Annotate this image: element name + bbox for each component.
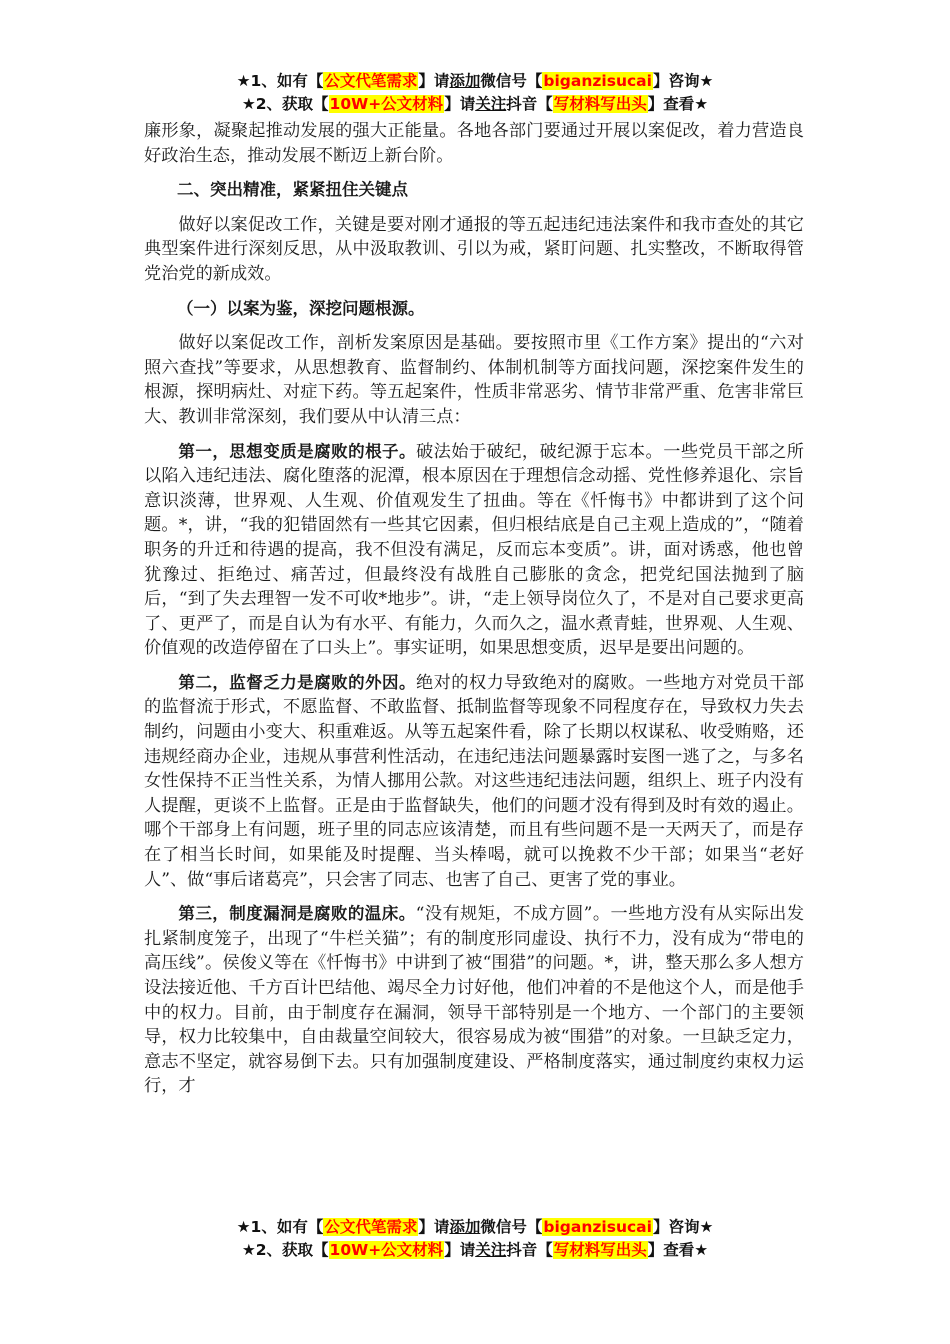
promo-text: 微信号【: [480, 72, 543, 90]
promo-text: 】请: [444, 1241, 476, 1259]
promo-text: ★1、如有【: [236, 72, 324, 90]
promo-text: ★1、如有【: [236, 1218, 324, 1236]
promo-emphasis: 关注: [475, 95, 507, 113]
promo-emphasis: 添加: [449, 1218, 481, 1236]
paragraph: [144, 902, 805, 1097]
promo-line-2: [0, 93, 950, 116]
promo-text: 】咨询★: [652, 72, 714, 90]
promo-banner-bottom: [0, 1216, 950, 1262]
promo-text: 抖音【: [506, 95, 553, 113]
point-text: 绝对的权力导致绝对的腐败。一些地方对党员干部的监督流于形式，不愿监督、不敢监督、抵制监督等现象不同程度存在，导致权力失去制约，问题由小变大、积重难返。从等五起案件看，除了长期以权谋私、收受贿赂，还违规经商办企业，违规从事营利性活动，在违纪违法问题暴露时妄图一逃了之，与多名女性保持不正当性关系，为情人挪用公款。对这些违纪违法问题，组织上、班子内没有人提醒，更谈不上监督。正是由于监督缺失，他们的问题才没有得到及时有效的遏止。哪个干部身上有问题，班子里的同志应该清楚，而且有些问题不是一天两天了，而是存在了相当长时间，如果能及时提醒、当头棒喝，就可以挽救不少干部；如果当“老好人”、做“事后诸葛亮”，只会害了同志、也害了自己、更害了党的事业。: [144, 672, 804, 890]
promo-highlight: 10W+公文材料: [329, 95, 444, 113]
promo-text: 】请: [418, 1218, 450, 1236]
paragraph: [144, 440, 804, 661]
promo-text: 】查看★: [647, 95, 709, 113]
point-lead: 第三，制度漏洞是腐败的温床。: [178, 904, 416, 924]
subsection-heading: （一）以案为鉴，深挖问题根源。: [177, 298, 425, 318]
promo-highlight: biganzisucai: [543, 1218, 652, 1236]
paragraph: [144, 671, 804, 892]
promo-highlight: 写材料写出头: [553, 1241, 647, 1259]
promo-text: 抖音【: [506, 1241, 553, 1259]
point-text: 破法始于破纪，破纪源于忘本。一些党员干部之所以陷入违纪违法、腐化堕落的泥潭，根本原因在于理想信念动摇、党性修养退化、宗旨意识淡薄，世界观、人生观、价值观发生了扭曲。等在《忏悔书》中都讲到了这个问题。*，讲，“我的犯错固然有一些其它因素，但归根结底是自己主观上造成的”，“随着职务的升迁和待遇的提高，我不但没有满足，反而忘本变质”。讲，面对诱惑，他也曾犹豫过、拒绝过、痛苦过，但最终没有战胜自己膨胀的贪念，把党纪国法抛到了脑后，“到了失去理智一发不可收*地步”。讲，“走上领导岗位久了，不是对自己要求更高了、更严了，而是自认为有水平、有能力，久而久之，温水煮青蛙，世界观、人生观、价值观的改造停留在了口头上”。事实证明，如果思想变质，迟早是要出问题的。: [144, 441, 804, 659]
promo-line-2: [0, 1239, 950, 1262]
paragraph: 做好以案促改工作，剖析发案原因是基础。要按照市里《工作方案》提出的“六对照六查找”等要求，从思想教育、监督制约、体制机制等方面找问题，深挖案件发生的根源，探明病灶、对症下药。等五起案件，性质非常恶劣、情节非常严重、危害非常巨大、教训非常深刻，我们要从中认清三点：: [144, 333, 804, 427]
promo-highlight: 10W+公文材料: [329, 1241, 444, 1259]
promo-emphasis: 添加: [449, 72, 481, 90]
document-body: [144, 119, 805, 1097]
promo-text: 】请: [444, 95, 476, 113]
point-text: “没有规矩，不成方圆”。一些地方没有从实际出发扎紧制度笼子，出现了“牛栏关猫”；有的制度形同虚设、执行不力，没有成为“带电的高压线”。侯俊义等在《忏悔书》中讲到了被“围猎”的问题。*，讲，整天那么多人想方设法接近他、千方百计巴结他、竭尽全力讨好他，他们冲着的不是他这个人，而是他手中的权力。目前，由于制度存在漏洞，领导干部特别是一个地方、一个部门的主要领导，权力比较集中，自由裁量空间较大，很容易成为被“围猎”的对象。一旦缺乏定力，意志不坚定，就容易倒下去。只有加强制度建设、严格制度落实，通过制度约束权力运行，才: [144, 904, 805, 1097]
promo-highlight: 公文代笔需求: [324, 1218, 418, 1236]
paragraph: 做好以案促改工作，关键是要对刚才通报的等五起违纪违法案件和我市查处的其它典型案件进行深刻反思，从中汲取教训、引以为戒，紧盯问题、扎实整改，不断取得管党治党的新成效。: [144, 214, 804, 284]
promo-highlight: 公文代笔需求: [324, 72, 418, 90]
point-lead: 第二，监督乏力是腐败的外因。: [178, 672, 416, 692]
paragraph: 廉形象，凝聚起推动发展的强大正能量。各地各部门要通过开展以案促改，着力营造良好政治生态，推动发展不断迈上新台阶。: [144, 121, 804, 166]
promo-emphasis: 关注: [475, 1241, 507, 1259]
promo-text: 】查看★: [647, 1241, 709, 1259]
promo-highlight: 写材料写出头: [553, 95, 647, 113]
promo-line-1: [0, 70, 950, 93]
promo-banner-top: [0, 70, 950, 116]
section-heading: 二、突出精准，紧紧扭住关键点: [177, 180, 408, 200]
promo-text: 】咨询★: [652, 1218, 714, 1236]
promo-text: ★2、获取【: [241, 95, 329, 113]
promo-line-1: [0, 1216, 950, 1239]
promo-text: 】请: [418, 72, 450, 90]
promo-text: 微信号【: [480, 1218, 543, 1236]
promo-text: ★2、获取【: [241, 1241, 329, 1259]
point-lead: 第一，思想变质是腐败的根子。: [178, 441, 416, 461]
promo-highlight: biganzisucai: [543, 72, 652, 90]
